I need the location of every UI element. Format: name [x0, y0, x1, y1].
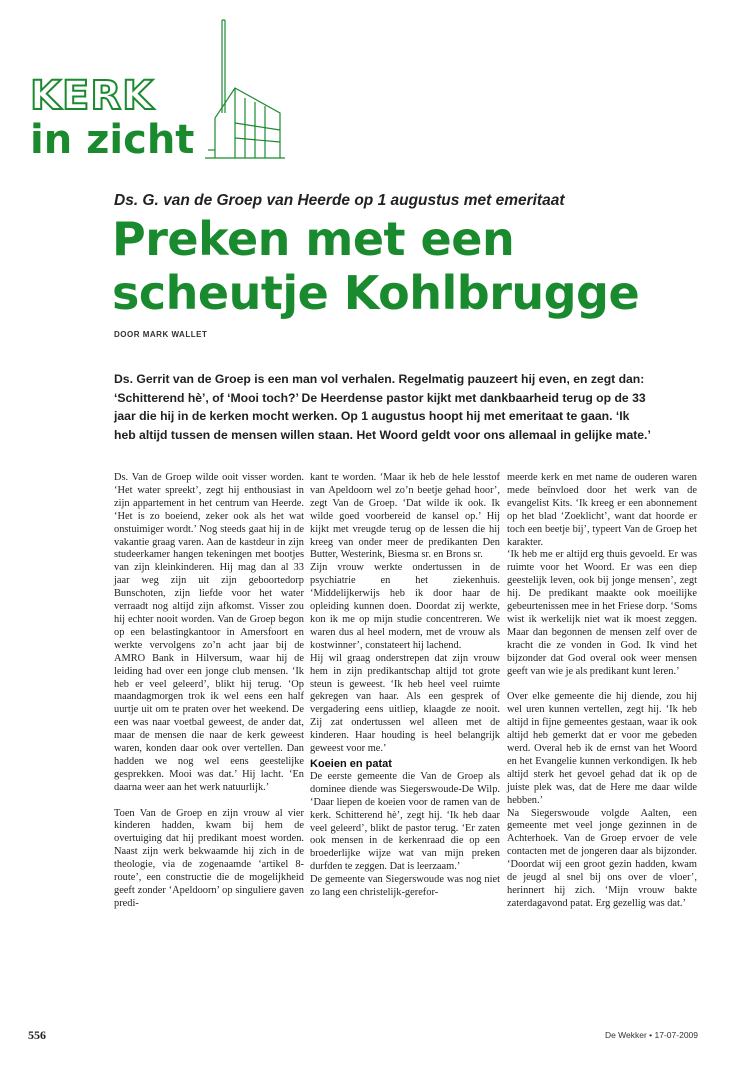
- section-heading: Koeien en patat: [310, 757, 392, 770]
- church-drawing-icon: [205, 18, 285, 163]
- article-headline: [112, 212, 712, 320]
- paragraph: Over elke gemeente die hij diende, zou hij wel uren kunnen vertellen, zegt hij. ‘Ik heb altijd in fijne gemeentes gestaan, waar ik ook altijd heb gemerkt dat er voor me gebeden werd. Overal heb ik de ernst van het Woord en het Evangelie kunnen verkondigen. Ik heb altijd sterk het gevoel gehad dat ik op de juiste plek was, dat de Here me daar wilde hebben.’: [507, 691, 697, 806]
- page-number: 556: [28, 1028, 46, 1042]
- paragraph: De gemeente van Siegerswoude was nog niet zo lang een christelijk-gerefor-: [310, 874, 500, 899]
- paragraph: meerde kerk en met name de ouderen waren mede beïnvloed door het werk van de evangelist Kits. ‘Ik kreeg er een abonnement op het blad ‘Zoeklicht’, want dat hoorde er toch een beetje bij’, typeert Van de Groep het karakter.: [507, 472, 697, 548]
- paragraph: Na Siegerswoude volgde Aalten, een gemeente met veel jonge gezinnen in de Achterhoek. Van de Groep ervoer de vele contacten met de jongeren daar als bijzonder. ‘Doordat wij een groot gezin hadden, kwam de jeugd al snel bij ons over de vloer’, herinnert hij zich. ‘Mijn vrouw bakte zaterdagavond patat. Erg gezellig was dat.’: [507, 807, 697, 909]
- paragraph: De eerste gemeente die Van de Groep als dominee diende was Siegerswoude-De Wilp. ‘Daar liepen de koeien voor de ramen van de kerk. Schitterend hè’, zegt hij. ‘Ik heb daar veel geleerd’, blikt de pastor terug. ‘Er zaten ook mensen in de kerkenraad die op een broederlijke wijze wat van mijn preken durfden te zeggen. Dat is leerzaam.’: [310, 770, 500, 873]
- paragraph: Zijn vrouw werkte ondertussen in de psychiatrie en het ziekenhuis. ‘Middelijkerwijs heb ik door haar de opleiding kunnen doen. Doordat zij werkte, kon ik me op mijn studie concentreren. We waren dus al heel modern, met de vrouw als kostwinner’, constateert hij lachend.: [310, 562, 500, 651]
- text-column-1: [114, 472, 304, 911]
- byline: DOOR MARK WALLET: [114, 330, 208, 339]
- publication-footer: De Wekker • 17-07-2009: [604, 1030, 698, 1040]
- text-column-2: [310, 472, 500, 900]
- headline-line-1: Preken met een: [112, 212, 515, 266]
- headline-line-2: scheutje Kohlbrugge: [112, 266, 640, 320]
- article-intro: Ds. Gerrit van de Groep is een man vol verhalen. Regelmatig pauzeert hij even, en zegt dan: ‘Schitterend hè’, of ‘Mooi toch?’ De Heerdense pastor kijkt met dankbaarheid terug op de 33 jaar die hij in de kerken mocht werken. Op 1 augustus hoopt hij met emeritaat te gaan. ‘Ik heb altijd tussen de mensen willen staan. Het Woord geldt voor ons allemaal in gelijke mate.’: [114, 372, 651, 442]
- paragraph: kant te worden. ‘Maar ik heb de hele lesstof van Apeldoorn wel zo’n beetje gehad hoor’, zegt Van de Groep. ‘Dat wilde ik ook. Ik wilde goed voorbereid de kansel op.’ Hij kijkt met vreugde terug op de lessen die hij kreeg van onder meer de predikanten Den Butter, Westerink, Biesma sr. en Brons sr.: [310, 472, 500, 561]
- text-column-3: [507, 472, 697, 911]
- paragraph: Hij wil graag onderstrepen dat zijn vrouw hem in zijn predikantschap altijd tot grote steun is geweest. ‘Ik heb heel veel ruimte gekregen van haar. Als een gesprek of vergadering eens uitliep, klaagde ze nooit. Zij zat ondertussen wel alleen met de kinderen. Haar houding is heel belangrijk geweest voor me.’: [310, 652, 500, 755]
- paragraph: Toen Van de Groep en zijn vrouw al vier kinderen hadden, kwam bij hem de overtuiging dat hij predikant moest worden. Naast zijn werk bekwaamde hij zich in de theologie, via de zogenaamde ‘artikel 8-route’, een constructie die de mogelijkheid geeft zonder ‘Apeldoorn’ op singuliere gaven predi-: [114, 807, 304, 909]
- paragraph: Ds. Van de Groep wilde ooit visser worden. ‘Het water spreekt’, zegt hij enthousiast in zijn appartement in het centrum van Heerde. ‘Het is zo boeiend, zeker ook als het wat onstuimiger wordt.’ Nog steeds gaat hij in de vakantie graag varen. Aan de kastdeur in zijn studeerkamer hangen tekeningen met bootjes van zijn kleinkinderen. Hij mag dan al 33 jaar weg zijn uit zijn geboortedorp Bunschoten, zijn liefde voor het water verraadt nog altijd zijn afkomst. Visser zou hij echter nooit worden. Van de Groep begon op een belastingkantoor in Amersfoort en werkte vervolgens zo’n acht jaar bij de AMRO Bank in Hilversum, waar hij de leiding had over een jonge club mensen. ‘Ik heb er veel geleerd’, blikt hij terug. ‘Op maandagmorgen trok ik wel eens een half uurtje uit om te praten over het weekend. De een was naar voetbal geweest, de ander dat, maar de mensen die naar de kerk geweest waren, konden daar ook over vertellen. Dan hadden we nog wel eens geestelijke gesprekken. Mooi was dat.’ Hij lacht. ‘En daarna weer aan het werk natuurlijk.’: [114, 472, 304, 793]
- article-subtitle: Ds. G. van de Groep van Heerde op 1 augustus met emeritaat: [114, 192, 565, 209]
- masthead-kerk: KERK: [30, 73, 155, 119]
- masthead-in-zicht: in zicht: [30, 117, 195, 163]
- paragraph: ‘Ik heb me er altijd erg thuis gevoeld. Er was ruimte voor het Woord. Er was een diep geestelijk leven, ook bij jonge mensen’, zegt hij. De predikant maakte ook moeilijke gebeurtenissen mee in het Friese dorp. ‘Soms wist ik werkelijk niet wat ik moest zeggen. Maar dan begonnen de mensen zelf over de kracht die ze vonden in God. Ik vind het bijzonder dat God overal ook weer mensen geeft van wie je als predikant kunt leren.’: [507, 549, 697, 677]
